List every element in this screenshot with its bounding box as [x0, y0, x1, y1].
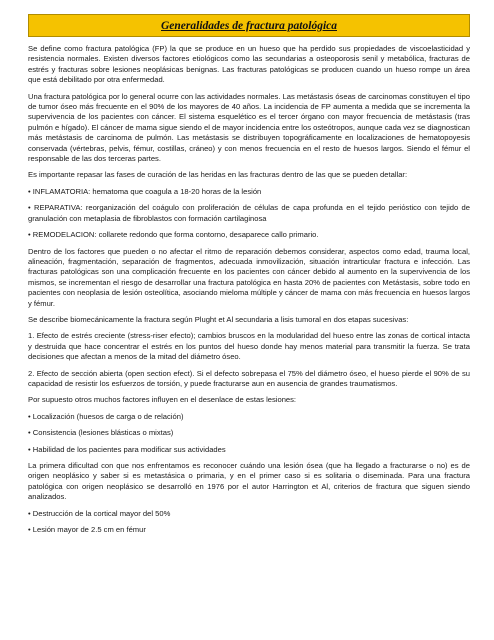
list-item-consistencia: • Consistencia (lesiones blásticas o mixtas) — [28, 428, 174, 438]
paragraph-healing-intro: Es importante repasar las fases de curación de las heridas en las fracturas dentro de las que se pueden detallar: — [28, 170, 408, 180]
title-banner — [28, 14, 470, 37]
list-item-open-section: 2. Efecto de sección abierta (open section efect). Si el defecto sobrepasa el 75% del diámetro óseo, el hueso pierde el 90% de su capacidad de resistir los esfuerzos de torsión, y puede fracturarse aun en ausencia de grandes traumatismos. — [28, 368, 470, 388]
list-item-habilidad: • Habilidad de los pacientes para modificar sus actividades — [28, 444, 226, 454]
paragraph-other-factors: Por supuesto otros muchos factores influyen en el desenlace de estas lesiones: — [28, 395, 297, 405]
paragraph-harrington: La primera dificultad con que nos enfrentamos es reconocer cuándo una lesión ósea (que ha llegado a fracturarse o no) es de origen neoplásico y saber si es metastásica o primaria, y en el primer caso si es solitaria o diseminada. Para una fractura patológica con origen neoplásico se desarrolló en 1976 por el autor Harrington et Al, criterios de fractura que siguen siendo analizados. — [28, 461, 470, 502]
list-item-lesion-femur: • Lesión mayor de 2.5 cm en fémur — [28, 525, 146, 535]
document-title: Generalidades de fractura patológica — [161, 20, 337, 32]
list-item-destruccion-cortical: • Destrucción de la cortical mayor del 50% — [28, 508, 171, 518]
paragraph-definition: Se define como fractura patológica (FP) la que se produce en un hueso que ha perdido sus propiedades de viscoelasticidad y resistencia normales. Existen diversos factores etiológicos como las secundarias a osteoporosis senil y metabólica, fracturas de estrés y fracturas sobre lesiones neoplásicas benignas. Las fracturas patológicas se producen cuando un hueso rompe un área que está debilitado por otra enfermedad. — [28, 44, 470, 85]
list-item-stress-riser: 1. Efecto de estrés creciente (stress-riser efecto); cambios bruscos en la modularidad del hueso entre las zonas de cortical intacta y destruida que hace concentrar el estrés en los puntos del hueso donde hay menos material para transmitir la fuerza. Se trata decisiones que afectan a menos de la mitad del diámetro óseo. — [28, 331, 470, 362]
list-item-inflamatoria: • INFLAMATORIA: hematoma que coagula a 18-20 horas de la lesión — [28, 186, 262, 196]
paragraph-biomechanics: Se describe biomecánicamente la fractura según Plught et Al secundaria a lisis tumoral en dos etapas sucesivas: — [28, 314, 409, 324]
paragraph-factors: Dentro de los factores que pueden o no afectar el ritmo de reparación debemos considerar, aspectos como edad, trauma local, alineación, fragmentación, separación de fragmentos, adecuada inmovilización, situación intrarticular fractura e infección. Las fracturas patológicas son una complicación frecuente en los pacientes con cáncer debido al aumento en la supervivencia de los mismos, se incrementan el riesgo de desarrollar una fractura patológica en hasta 20% de pacientes con Metástasis, sobre todo en pacientes con neoplasia de lesión osteolítica, asociando mieloma múltiple y cáncer de mama con más frecuencia en huesos largos y fémur. — [28, 246, 470, 308]
paragraph-incidence: Una fractura patológica por lo general ocurre con las actividades normales. Las metástasis óseas de carcinomas constituyen el tipo de tumor óseo más frecuente en el 90% de los mayores de 40 años. La incidencia de FP aumenta a medida que se incrementa la supervivencia de los pacientes con cáncer. El sistema esquelético es el tercer órgano con mayor frecuencia de metástasis (tras pulmón e hígado). El cáncer de mama sigue siendo el de mayor incidencia entre los osteótropos, aunque cada vez se diagnostican más metástasis de carcinoma de pulmón. Las metástasis se distribuyen topográficamente en localizaciones de hematopoyesis conservada (vértebras, pelvis, fémur, costillas, cráneo) y con menos frecuencia en el resto de huesos largos. Siendo el fémur el responsable de las dos terceras partes. — [28, 91, 470, 164]
list-item-remodelacion: • REMODELACION: collarete redondo que forma contorno, desaparece callo primario. — [28, 230, 319, 240]
list-item-localizacion: • Localización (huesos de carga o de relación) — [28, 411, 184, 421]
list-item-reparativa: • REPARATIVA: reorganización del coágulo con proliferación de células de capa profunda en el tejido periόstico con tejido de granulación con metaplasia de fibroblastos con formación cartilaginosa — [28, 203, 470, 223]
document-page — [28, 14, 470, 541]
